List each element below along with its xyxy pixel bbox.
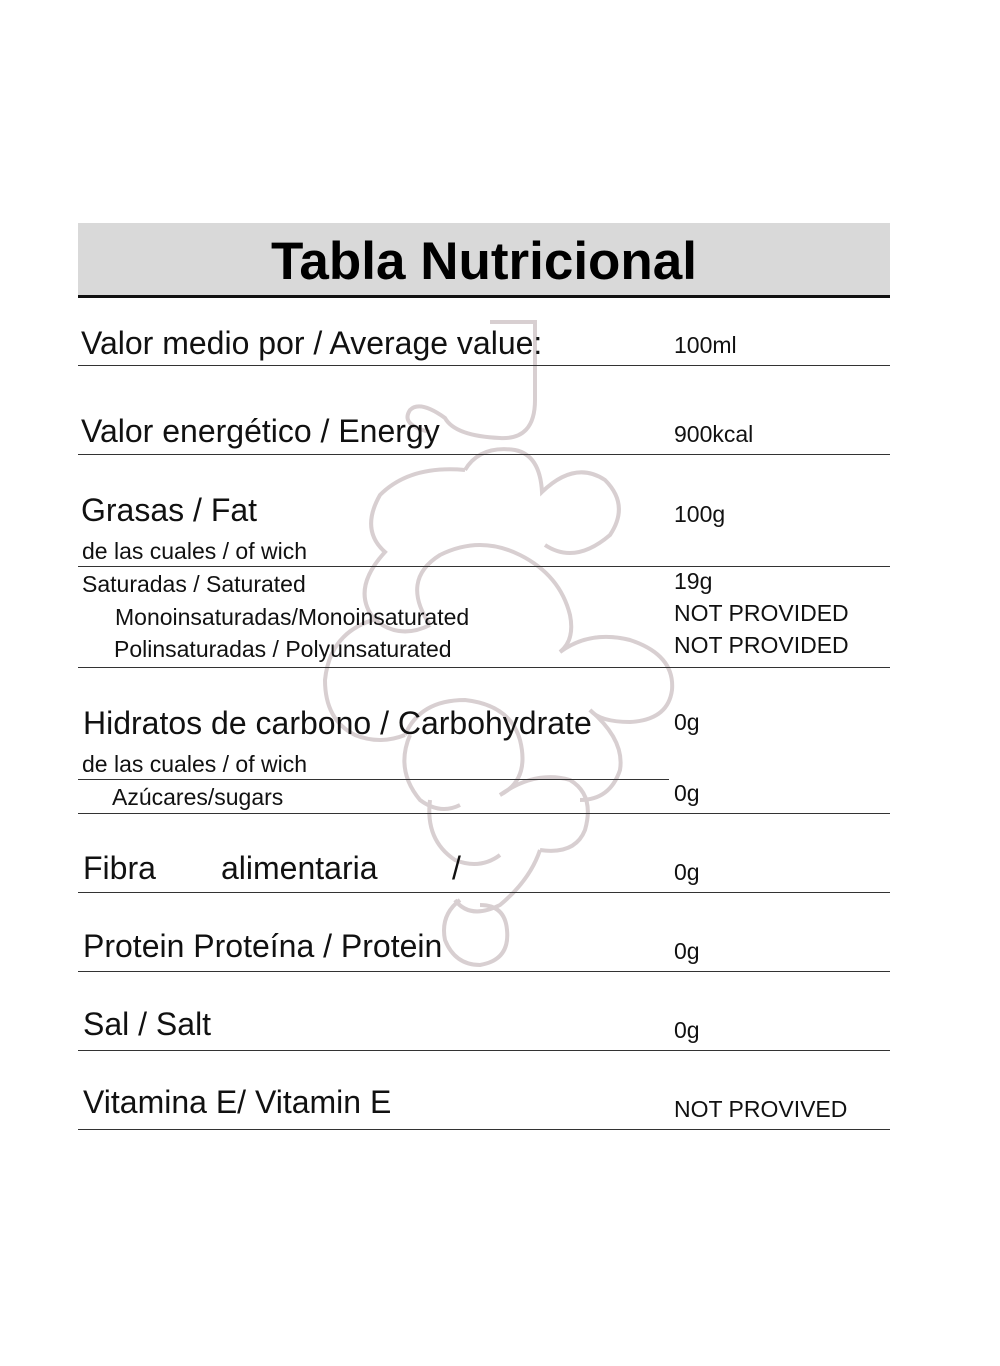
divider — [78, 813, 890, 814]
fat-value: 100g — [674, 501, 726, 527]
salt-value: 0g — [674, 1017, 700, 1043]
vitamin-label: Vitamina E/ Vitamin E — [83, 1084, 392, 1120]
saturated-label: Saturadas / Saturated — [82, 571, 306, 597]
title-bar — [78, 223, 890, 298]
poly-label: Polinsaturadas / Polyunsaturated — [114, 636, 452, 662]
protein-label: Protein Proteína / Protein — [83, 928, 443, 964]
divider — [78, 779, 669, 780]
fat-sub-label: de las cuales / of wich — [82, 538, 308, 564]
average-label: Valor medio por / Average value: — [81, 325, 543, 361]
divider — [78, 566, 890, 567]
fat-label: Grasas / Fat — [81, 492, 258, 528]
sugars-label: Azúcares/sugars — [112, 784, 284, 810]
divider — [78, 454, 890, 455]
fiber-label-a: Fibra — [83, 850, 156, 886]
vitamin-value: NOT PROVIVED — [674, 1096, 848, 1122]
sugars-value: 0g — [674, 780, 700, 806]
divider — [78, 971, 890, 972]
saturated-value: 19g — [674, 568, 713, 594]
page-title: Tabla Nutricional — [270, 232, 698, 291]
carbs-value: 0g — [674, 709, 700, 735]
carbs-sub-label: de las cuales / of wich — [82, 751, 308, 777]
average-value: 100ml — [674, 332, 737, 358]
mono-value: NOT PROVIDED — [674, 600, 849, 626]
fiber-label-b: alimentaria — [221, 850, 378, 886]
mono-label: Monoinsaturadas/Monoinsaturated — [115, 604, 470, 630]
divider — [78, 667, 890, 668]
salt-label: Sal / Salt — [83, 1006, 212, 1042]
fiber-value: 0g — [674, 859, 700, 885]
energy-label: Valor energético / Energy — [81, 413, 440, 449]
protein-value: 0g — [674, 938, 700, 964]
divider — [78, 892, 890, 893]
divider — [78, 365, 890, 366]
carbs-label: Hidratos de carbono / Carbohydrate — [83, 705, 592, 741]
fiber-label-c: / — [452, 850, 461, 886]
divider — [78, 1050, 890, 1051]
energy-value: 900kcal — [674, 421, 754, 447]
poly-value: NOT PROVIDED — [674, 632, 849, 658]
divider — [78, 1129, 890, 1130]
